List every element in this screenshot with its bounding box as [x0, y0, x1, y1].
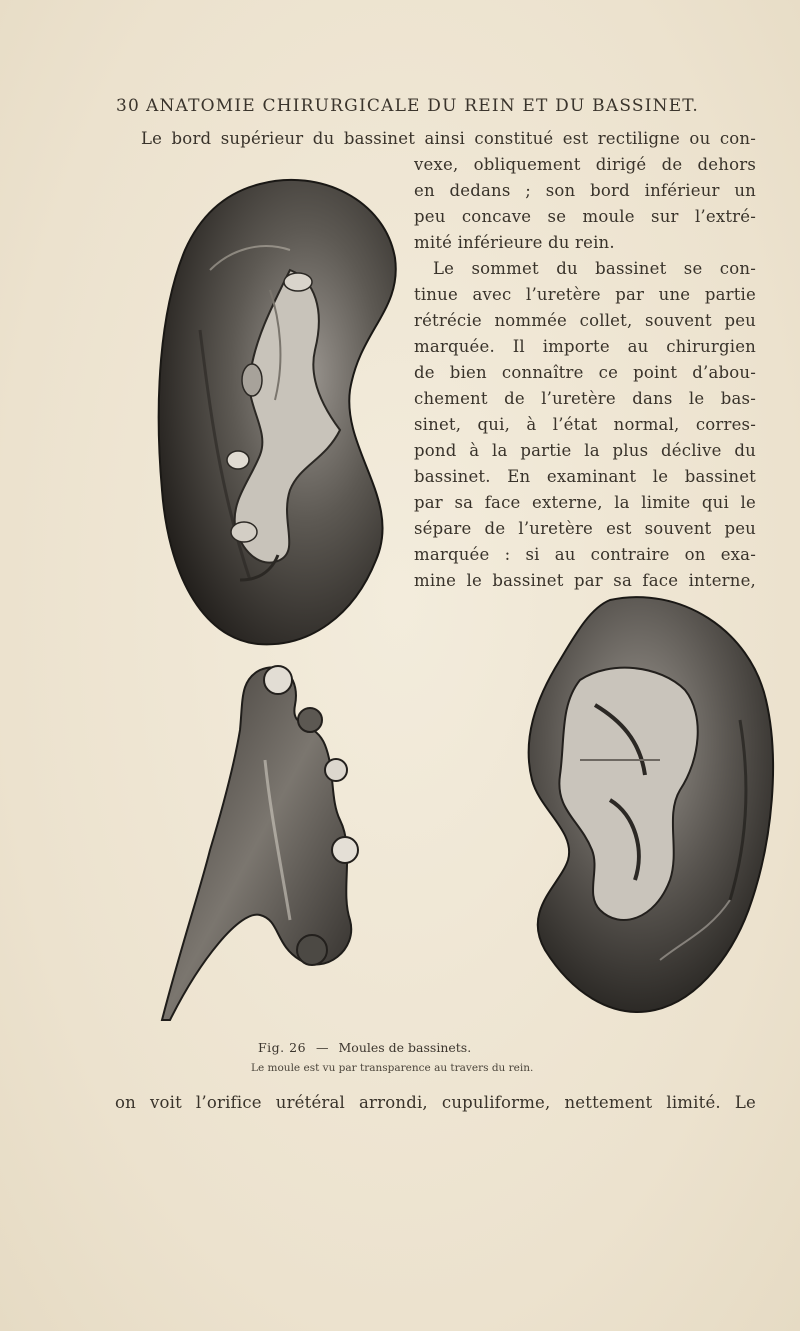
column-line-7: rétrécie nommée collet, souvent peu [414, 311, 756, 330]
figure-dash: — [316, 1040, 329, 1055]
figure-label: Fig. 26 [258, 1040, 307, 1055]
body-first-line: Le bord supérieur du bassinet ainsi constitué est rectiligne ou con- [141, 129, 756, 148]
column-line-16: marquée : si au contraire on exa- [414, 545, 756, 564]
column-line-4: mité inférieure du rein. [414, 233, 615, 252]
figure-caption [258, 1040, 471, 1055]
column-line-6: tinue avec l’uretère par une partie [414, 285, 756, 304]
pelvis-cast-figure [162, 666, 358, 1020]
column-line-3: peu concave se moule sur l’extré- [414, 207, 756, 226]
column-line-15: sépare de l’uretère est souvent peu [414, 519, 756, 538]
column-line-10: chement de l’uretère dans le bas- [414, 389, 756, 408]
column-line-9: de bien connaître ce point d’abou- [414, 363, 756, 382]
column-line-1: vexe, obliquement dirigé de dehors [414, 155, 756, 174]
column-line-12: pond à la partie la plus déclive du [414, 441, 756, 460]
column-line-13: bassinet. En examinant le bassinet [414, 467, 756, 486]
figure-kidney-illustration [140, 160, 800, 1040]
kidney-1-figure [159, 180, 396, 644]
column-line-8: marquée. Il importe au chirurgien [414, 337, 756, 356]
figure-caption-text: Moules de bassinets. [338, 1040, 472, 1055]
kidney-2-figure [529, 597, 773, 1012]
column-line-17: mine le bassinet par sa face interne, [414, 571, 756, 590]
column-line-11: sinet, qui, à l’état normal, corres- [414, 415, 756, 434]
page-number: 30 [116, 96, 141, 116]
column-line-2: en dedans ; son bord inférieur un [414, 181, 756, 200]
running-head-title: ANATOMIE CHIRURGICALE DU REIN ET DU BASSINET. [146, 96, 699, 116]
column-line-14: par sa face externe, la limite qui le [414, 493, 756, 512]
column-line-5: Le sommet du bassinet se con- [433, 259, 756, 278]
body-last-line: on voit l’orifice urétéral arrondi, cupuliforme, nettement limité. Le [115, 1093, 756, 1112]
figure-subcaption: Le moule est vu par transparence au travers du rein. [251, 1062, 534, 1074]
